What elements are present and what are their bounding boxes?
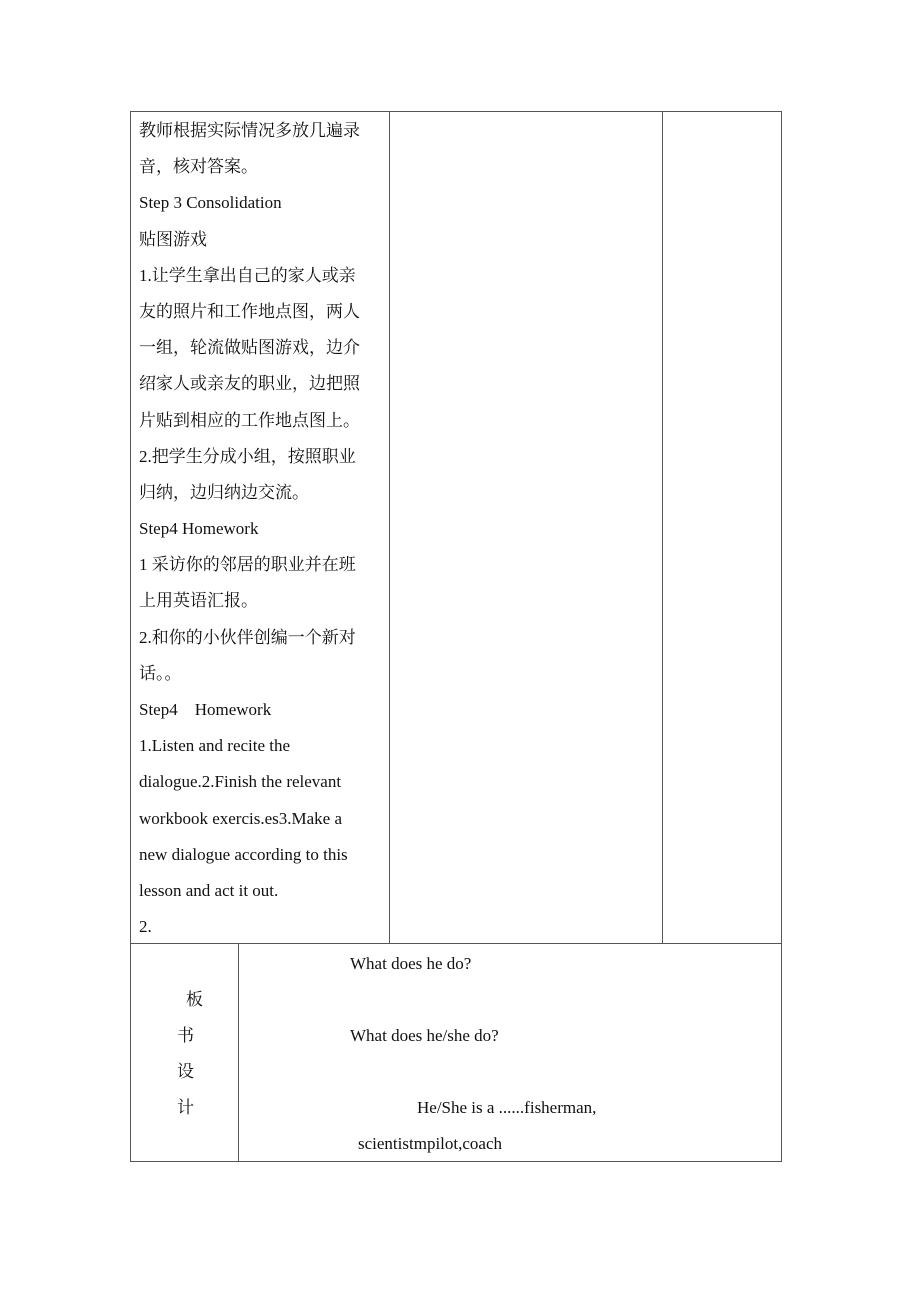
board-label-char: 书 [177,1026,194,1045]
board-line-4: scientistmpilot,coach [358,1134,502,1153]
procedure-line: 2.把学生分成小组，按照职业 [139,446,356,466]
procedure-line: 2. [139,917,152,937]
procedure-text [139,113,389,945]
board-line-2: What does he/she do? [350,1026,499,1045]
procedure-line: 话。。 [139,663,182,683]
table-cell-middle [389,111,663,944]
procedure-line: 音，核对答案。 [139,157,258,177]
procedure-line: 友的照片和工作地点图，两人 [139,301,360,321]
procedure-line: 上用英语汇报。 [139,591,258,611]
procedure-line: 片贴到相应的工作地点图上。 [139,410,360,430]
board-label-char: 板 [186,990,203,1009]
procedure-line: Step4 Homework [139,700,272,719]
procedure-line: 1.让学生拿出自己的家人或亲 [139,265,356,285]
procedure-line: workbook exercis.es3.Make a [139,808,342,828]
procedure-line: lesson and act it out. [139,880,279,900]
procedure-line: 教师根据实际情况多放几遍录 [139,121,360,140]
procedure-line: dialogue.2.Finish the relevant [139,772,342,792]
procedure-line: 贴图游戏 [139,229,207,249]
board-label-char: 设 [177,1062,194,1081]
procedure-line: Step 3 Consolidation [139,193,282,213]
procedure-line: 1 采访你的邻居的职业并在班 [139,555,356,575]
procedure-line: 绍家人或亲友的职业，边把照 [139,374,360,394]
procedure-line: 归纳，边归纳边交流。 [139,482,309,502]
board-label-char: 计 [177,1098,194,1117]
procedure-line: Step4 Homework [139,519,259,539]
board-line-3: He/She is a ......fisherman, [417,1098,597,1117]
board-line-1: What does he do? [350,954,472,973]
procedure-line: 2.和你的小伙伴创编一个新对 [139,627,356,647]
procedure-line: 一组，轮流做贴图游戏，边介 [139,338,360,358]
procedure-line: new dialogue according to this [139,844,348,864]
procedure-line: 1.Listen and recite the [139,736,291,756]
